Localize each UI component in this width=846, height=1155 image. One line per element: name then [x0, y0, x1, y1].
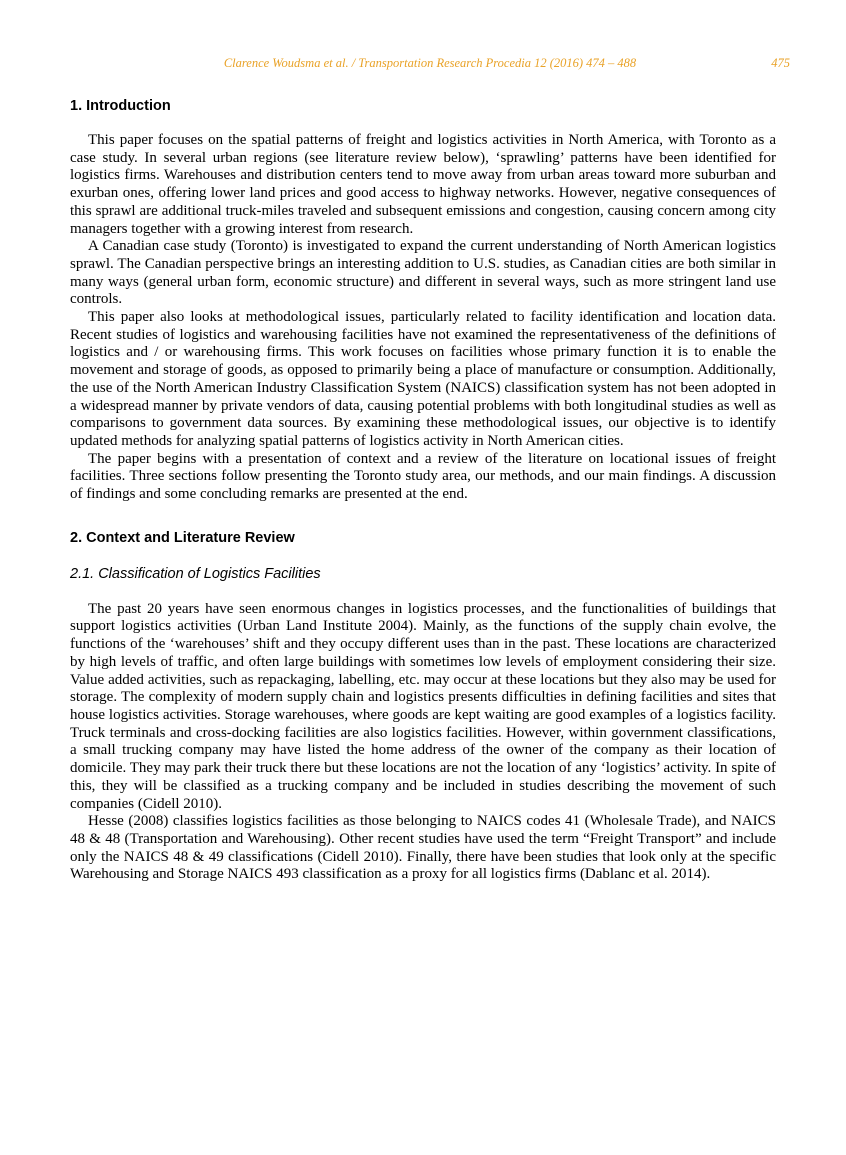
- subsection-heading-classification-logistics-facilities: 2.1. Classification of Logistics Facilities: [70, 565, 321, 582]
- context-paragraph-1: The past 20 years have seen enormous changes in logistics processes, and the functionalities of buildings that support logistics activities (Urban Land Institute 2004). Mainly, as the functions of the supply chain evolve, the functions of the ‘warehouses’ shift and they occupy different uses than in the past. These locations are characterized by high levels of traffic, and often large buildings with sometimes low levels of employment considering their size. Value added activities, such as repackaging, labelling, etc. may occur at these locations but they also may be used for storage. The complexity of modern supply chain and logistics presents difficulties in defining facilities and sites that house logistics activities. Storage warehouses, where goods are kept waiting are good examples of a logistics facility. Truck terminals and cross-docking facilities are also logistics facilities. However, within government classifications, a small trucking company may have listed the home address of the owner of the company as their location of domicile. They may park their truck there but these locations are not the location of any ‘logistics’ activity. In spite of this, they will be classified as a trucking company and be included in studies describing the movement of such companies (Cidell 2010).: [70, 600, 776, 812]
- paper-body: [70, 98, 776, 884]
- intro-paragraph-3: This paper also looks at methodological issues, particularly related to facility identification and location data. Recent studies of logistics and warehousing facilities have not examined the representativeness of the definitions of logistics and / or warehousing firms. This work focuses on facilities whose primary function it is to enable the movement and storage of goods, as opposed to primarily being a place of manufacture or consumption. Additionally, the use of the North American Industry Classification System (NAICS) classification system has not been adopted in a widespread manner by private vendors of data, causing potential problems with both longitudinal studies as well as comparisons to government data sources. By examining these methodological issues, our objective is to identify updated methods for analyzing spatial patterns of logistics activity in North American cities.: [70, 309, 776, 449]
- header-citation: Clarence Woudsma et al. / Transportation Research Procedia 12 (2016) 474 – 488: [223, 56, 637, 70]
- intro-paragraph-1: This paper focuses on the spatial patterns of freight and logistics activities in North America, with Toronto as a case study. In several urban regions (see literature review below), ‘sprawling’ patterns have been identified for logistics firms. Warehouses and distribution centers tend to move away from urban areas toward more suburban and exurban ones, offering lower land prices and good access to highway networks. However, negative consequences of this sprawl are additional truck-miles traveled and subsequent emissions and congestion, causing concern among city managers together with a growing interest from research.: [70, 132, 776, 237]
- intro-paragraph-4: The paper begins with a presentation of context and a review of the literature on locational issues of freight facilities. Three sections follow presenting the Toronto study area, our methods, and our main findings. A discussion of findings and some concluding remarks are presented at the end.: [70, 450, 776, 503]
- context-paragraph-2: Hesse (2008) classifies logistics facilities as those belonging to NAICS codes 41 (Wholesale Trade), and NAICS 48 & 48 (Transportation and Warehousing). Other recent studies have used the term “Freight Transport” and include only the NAICS 48 & 49 classifications (Cidell 2010). Finally, there have been studies that look only at the specific Warehousing and Storage NAICS 493 classification as a proxy for all logistics firms (Dablanc et al. 2014).: [70, 813, 776, 883]
- header-page-number: 475: [771, 56, 790, 70]
- section-heading-context-literature-review: 2. Context and Literature Review: [70, 529, 295, 546]
- section-heading-introduction: 1. Introduction: [70, 98, 171, 114]
- intro-paragraph-2: A Canadian case study (Toronto) is investigated to expand the current understanding of North American logistics sprawl. The Canadian perspective brings an interesting addition to U.S. studies, as Canadian cities are both similar in many ways (general urban form, economic structure) and different in several ways, such as more stringent land use controls.: [70, 238, 776, 308]
- page-header: [70, 56, 790, 74]
